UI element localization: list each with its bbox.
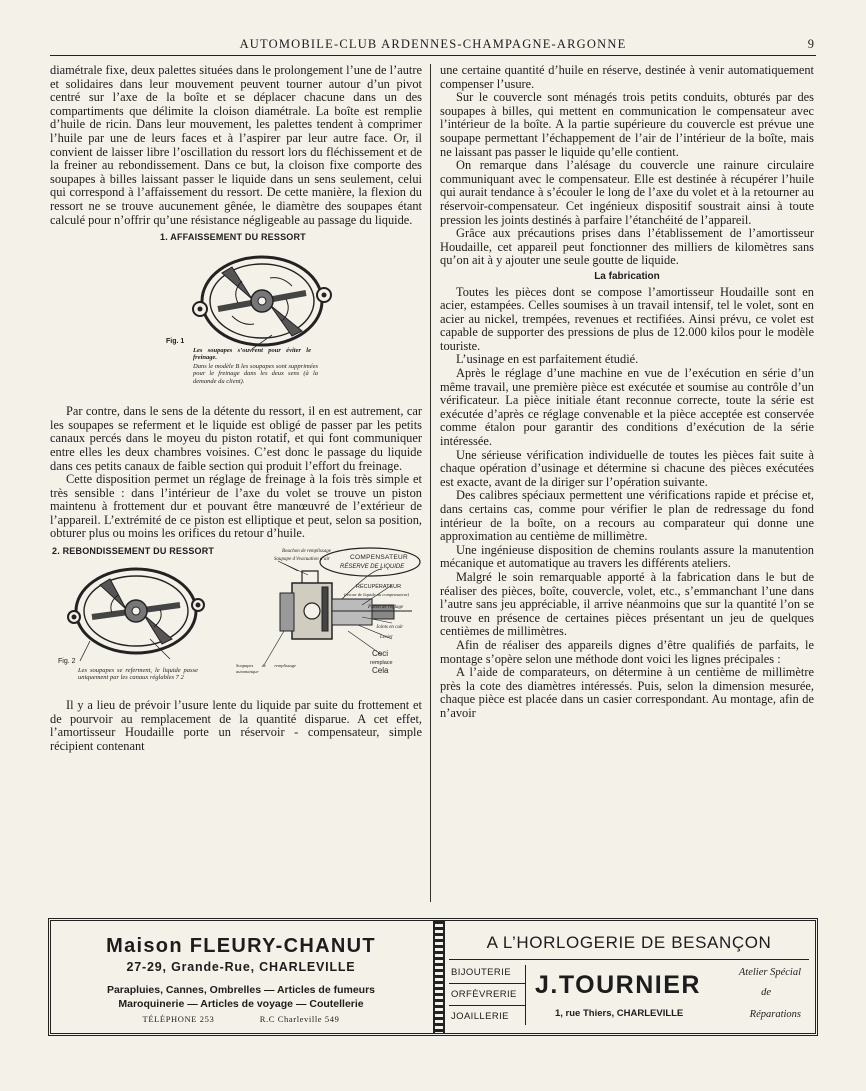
ad-right-item-1: BIJOUTERIE <box>451 967 511 978</box>
ad-right-vertical-rule <box>525 965 526 1025</box>
right-column <box>440 64 814 721</box>
figure-1-title: 1. AFFAISSEMENT DU RESSORT <box>160 232 306 243</box>
ad-right-atelier-3: Réparations <box>749 1009 801 1020</box>
ad-left-telephone: TÉLÉPHONE 253 <box>142 1014 215 1024</box>
figure-2-label: Fig. 2 <box>58 658 76 666</box>
column-divider <box>430 64 431 902</box>
ad-left-name: Maison FLEURY-CHANUT <box>106 935 376 957</box>
damper-diagram-2 <box>50 559 210 669</box>
ad-right-title: A L’HORLOGERIE DE BESANÇON <box>486 933 772 952</box>
paragraph: L’usinage en est parfaitement étudié. <box>456 352 639 367</box>
paragraph: Cette disposition permet un réglage de freinage à la fois très simple et très sensible : dans l’intérieur de l’axe du volet se trouve un piston maintenu à frottement dur et pouvant être manœuvré de l’extérieur de l’appareil. L’extrémité de ce piston est elliptique et peut, selon sa position, obturer plus ou moins les orifices du retour d’huile. <box>50 472 422 541</box>
header-title: AUTOMOBILE-CLUB ARDENNES-CHAMPAGNE-ARGONNE <box>239 37 627 51</box>
running-header <box>50 35 816 56</box>
advertisement-band <box>48 918 818 1036</box>
figure-1-label: Fig. 1 <box>166 338 185 346</box>
label-levier: Levier <box>380 635 393 641</box>
left-column <box>50 64 422 753</box>
ad-left-footer <box>51 1014 431 1024</box>
label-bouchon: Bouchon de remplissage <box>282 549 331 555</box>
section-heading: La fabrication <box>594 270 660 282</box>
paragraph: Une sérieuse vérification individuelle de toutes les pièces fait suite à chaque opération d’usinage et détermine si chacune des pièces exécutées est exacte, avant de la diriger sur l’opération suivante. <box>440 447 814 489</box>
ad-right-item-2: ORFÈVRERIE <box>451 989 517 1000</box>
ad-right-atelier-2: de <box>761 987 771 998</box>
label-recuperateur: RÉCUPÉRATEUR <box>356 584 402 591</box>
ad-right-name: J.TOURNIER <box>535 971 701 999</box>
label-cela: Cela <box>372 666 389 676</box>
label-compensateur: COMPENSATEUR <box>350 554 409 562</box>
label-piston: Piston de réglage <box>368 605 404 611</box>
figure-2 <box>50 545 422 685</box>
paragraph: diamétrale fixe, deux palettes situées dans le prolongement l’une de l’autre et solidaires dans leur mouvement peuvent tourner autour d’un pivot centré sur l’axe de la boîte et se déplacer chacune dans un des compartiments que délimite la cloison diamétrale. La boîte est remplie d’huile de ricin. Dans leur mouvement, les palettes tendent à comprimer l’huile par une de leurs faces et à l’aspirer par leur autre face. Or, il convient de laisser libre l’oscillation du ressort lors du fléchissement et de la freiner au rebondissement. Dans ce but, la cloison fixe comporte des soupapes à billes laissant passer le liquide dans un sens seulement, celui qui correspond à l’affaissement du ressort. De cette manière, la flexion du ressort ne se trouve aucunement gênée, le diamètre des soupapes étant calculé pour n’offrir qu’une résistance négligeable au passage du liquide. <box>50 63 422 227</box>
paragraph: Après le réglage d’une machine en vue de l’exécution en série d’un même travail, une première pièce est exécutée et soumise au contrôle d’un vérificateur. La pièce initiale étant reconnue correcte, toute la série est exécutée d’après ce réglage convenable et la pièce acceptée est conservée comme étalon pour garantir des conditions d’exécution de la série intéressée. <box>440 366 814 449</box>
ad-right-item-3: JOAILLERIE <box>451 1011 509 1022</box>
ad-left-rc: R.C Charleville 549 <box>259 1014 340 1024</box>
label-soupape-air: Soupape d’évacuation d’air <box>274 557 330 563</box>
ad-right-separator <box>449 1005 525 1006</box>
paragraph: Grâce aux précautions prises dans l’établissement de l’amortisseur Houdaille, cet appareil peut fonctionner des milliers de kilomètres sans qu’on ait à y ajouter une seule goutte de liquide. <box>440 226 814 268</box>
label-ceci: Ceci <box>372 649 389 659</box>
figure-1 <box>50 229 422 399</box>
ad-left-line-2: Maroquinerie — Articles de voyage — Coutellerie <box>118 998 364 1010</box>
figure-1-note: Dans le modèle B les soupapes sont supprimées pour le freinage dans les deux sens (à la demande du client). <box>193 363 318 385</box>
label-recuperateur-sub: (retour de liquide au compensateur) <box>344 592 410 598</box>
label-reserve: RÉSERVE DE LIQUIDE <box>340 564 405 571</box>
label-remplace: remplace <box>370 660 393 667</box>
figure-1-note-bold: Les soupapes s’ouvrent pour éviter le freinage. <box>193 347 311 362</box>
paragraph: Une ingénieuse disposition de chemins roulants assure la manutention mécanique et automatique au travers les différents ateliers. <box>440 542 814 571</box>
paragraph: Malgré le soin remarquable apporté à la fabrication dans le but de réaliser des pièces, boîte, couvercle, volet, etc., s’emmanchant l’une dans l’autre sans jeu appréciable, il arrive néanmoins que sur la quantité l’on se trouve en présence de certaines pièces présentant un jeu de quelques centièmes de millimètres. <box>440 569 814 639</box>
ad-tournier <box>443 921 815 1033</box>
paragraph: Par contre, dans le sens de la détente du ressort, il en est autrement, car les soupapes se referment et le liquide est obligé de passer par les petits canaux percés dans le moyeu du piston rotatif, et qui font communiquer entre elles les deux chambres voisines. C’est donc le passage du liquide dans ces petits canaux de faible section qui produit l’effort du freinage. <box>50 404 422 473</box>
paragraph: une certaine quantité d’huile en réserve, destinée à venir automatiquement compenser l’usure. <box>440 63 814 91</box>
paragraph: Il y a lieu de prévoir l’usure lente du liquide par suite du frottement et de pourvoir au remplacement de la quantité disparue. A cet effet, l’amortisseur Houdaille porte un réservoir - compensateur, simple récipient contenant <box>50 698 422 753</box>
figure-2-note: Les soupapes se referment, le liquide passe uniquement par les canaux réglables 7 2 <box>78 667 198 682</box>
page-number: 9 <box>807 37 814 51</box>
paragraph: Sur le couvercle sont ménagés trois petits conduits, obturés par des soupapes à billes, qui mettent en communication le compensateur avec l’intérieur de la boîte. A la partie supérieure du couvercle est prévue une soupape permettant l’échappement de l’air de l’intérieur de la boîte, mais ne laissant pas passer le liquide qu’elle contient. <box>440 90 814 159</box>
ad-right-rule <box>449 959 809 960</box>
ad-left-address: 27-29, Grande-Rue, CHARLEVILLE <box>126 960 356 974</box>
figure-2-title: 2. REBONDISSEMENT DU RESSORT <box>52 546 215 557</box>
paragraph: On remarque dans l’alésage du couvercle une rainure circulaire communiquant avec le compensateur. Elle est destinée à récupérer l’huile qui aurait tendance à s’écouler le long de l’axe du volet et à la retourner au réservoir-compensateur. Cet ingénieux dispositif soustrait ainsi à toute pression les joints destinés à parfaire l’étanchéité de l’appareil. <box>440 158 814 227</box>
ad-left-line-1: Parapluies, Cannes, Ombrelles — Articles de fumeurs <box>106 984 376 996</box>
paragraph: A l’aide de comparateurs, on détermine à un centième de millimètre près la cote des diamètres intéressés. Puis, selon la dimension mesurée, chaque pièce est placée dans un casier correspondant. Au montage, afin de n’avoir <box>440 665 814 720</box>
label-soupapes-remplissage: Soupapes de remplissage automatique <box>236 663 296 674</box>
ad-right-address: 1, rue Thiers, CHARLEVILLE <box>555 1008 684 1019</box>
paragraph: Des calibres spéciaux permettent une vérifications rapide et précise et, dans certains cas, comme pour vérifier le plan de redressage du fond intérieur de la boîte, on a recours au comparateur qui donne une approximation au centième de millimètre. <box>440 488 814 544</box>
ad-fleury-chanut <box>51 921 431 1033</box>
label-joint: Joints en cuir <box>376 625 404 631</box>
paragraph: Afin de réaliser des appareils dignes d’être qualifiés de parfaits, le montage s’opère selon une méthode dont voici les lignes précipales : <box>440 637 814 666</box>
ad-right-atelier-1: Atelier Spécial <box>738 967 801 978</box>
ad-right-separator <box>449 983 525 984</box>
paragraph: Toutes les pièces dont se compose l’amortisseur Houdaille sont en acier, estampées. Celles soumises à un travail intensif, tel le volet, sont en acier au nickel, trempées, revenues et rectifiées. Ainsi prévu, ce volet est capable de supporter des pressions de plus de 12.000 kilos pour le modèle touriste. <box>440 284 814 353</box>
